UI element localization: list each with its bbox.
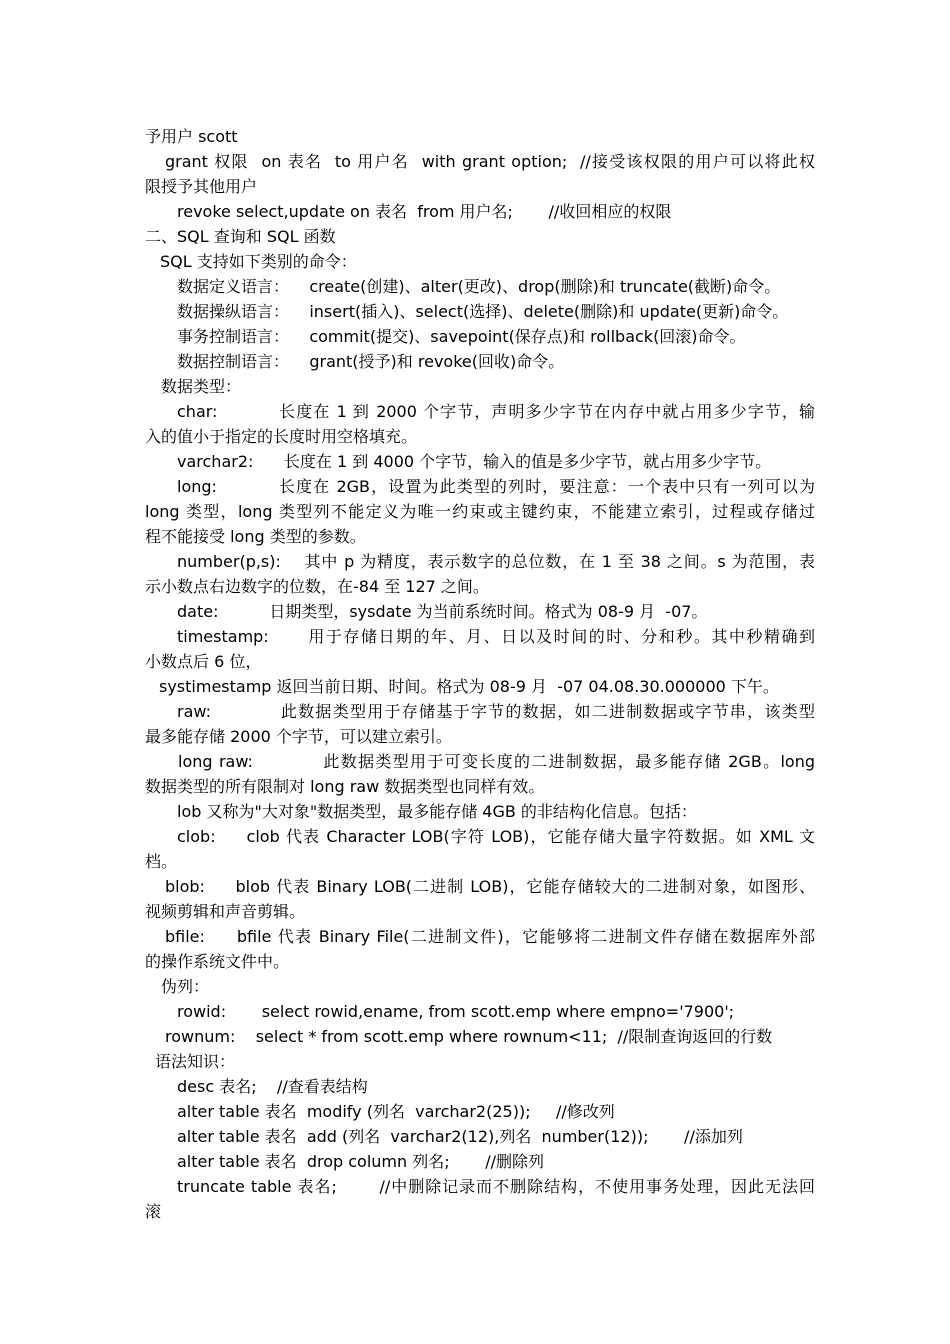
- text-line: rownum: select * from scott.emp where rownum<11; //限制查询返回的行数: [165, 1027, 773, 1046]
- text-line: 的操作系统文件中。: [145, 952, 290, 971]
- text-line: 予用户 scott: [145, 127, 238, 146]
- text-line: 二、SQL 查询和 SQL 函数: [145, 227, 336, 246]
- text-line: 数据操纵语言： insert(插入)、select(选择)、delete(删除)和 update(更新)命令。: [177, 302, 789, 321]
- text-line: 语法知识：: [155, 1052, 236, 1071]
- text-line: bfile: bfile 代表 Binary File(二进制文件)，它能够将二进制文件存储在数据库外部: [165, 927, 815, 946]
- text-line: timestamp: 用于存储日期的年、月、日以及时间的时、分和秒。其中秒精确到: [177, 627, 815, 646]
- text-line: number(p,s): 其中 p 为精度，表示数字的总位数，在 1 至 38 之间。s 为范围，表: [177, 552, 815, 571]
- text-line: varchar2: 长度在 1 到 4000 个字节，输入的值是多少字节，就占用多少字节。: [177, 452, 772, 471]
- text-line: 小数点后 6 位，: [145, 652, 262, 671]
- text-line: alter table 表名 modify (列名 varchar2(25)); //修改列: [177, 1102, 615, 1121]
- text-line: 视频剪辑和声音剪辑。: [145, 902, 306, 921]
- text-line: systimestamp 返回当前日期、时间。格式为 08-9 月 -07 04.08.30.000000 下午。: [159, 677, 779, 696]
- text-line: 最多能存储 2000 个字节，可以建立索引。: [145, 727, 452, 746]
- text-line: 限授予其他用户: [145, 177, 258, 196]
- text-line: clob: clob 代表 Character LOB(字符 LOB)，它能存储大量字符数据。如 XML 文: [177, 827, 815, 846]
- text-line: 档。: [145, 852, 178, 871]
- text-line: revoke select,update on 表名 from 用户名; //收回相应的权限: [177, 202, 672, 221]
- text-line: long 类型，long 类型列不能定义为唯一约束或主键约束，不能建立索引，过程或存储过: [145, 502, 815, 521]
- text-line: long raw: 此数据类型用于可变长度的二进制数据，最多能存储 2GB。long: [178, 752, 815, 771]
- text-line: alter table 表名 add (列名 varchar2(12),列名 number(12)); //添加列: [177, 1127, 743, 1146]
- text-line: rowid: select rowid,ename, from scott.emp where empno='7900';: [177, 1002, 735, 1021]
- text-line: 伪列：: [161, 977, 210, 996]
- text-line: 数据类型：: [161, 377, 242, 396]
- text-line: 示小数点右边数字的位数，在-84 至 127 之间。: [145, 577, 489, 596]
- text-line: blob: blob 代表 Binary LOB(二进制 LOB)，它能存储较大的二进制对象，如图形、: [165, 877, 815, 896]
- text-line: 滚: [145, 1202, 162, 1221]
- text-line: raw: 此数据类型用于存储基于字节的数据，如二进制数据或字节串，该类型: [177, 702, 815, 721]
- text-line: 数据定义语言： create(创建)、alter(更改)、drop(删除)和 truncate(截断)命令。: [177, 277, 781, 296]
- text-line: desc 表名; //查看表结构: [177, 1077, 368, 1096]
- text-line: 事务控制语言： commit(提交)、savepoint(保存点)和 rollback(回滚)命令。: [177, 327, 746, 346]
- text-line: SQL 支持如下类别的命令：: [160, 252, 357, 271]
- text-line: date: 日期类型，sysdate 为当前系统时间。格式为 08-9 月 -07。: [177, 602, 708, 621]
- text-line: 程不能接受 long 类型的参数。: [145, 527, 366, 546]
- text-line: long: 长度在 2GB，设置为此类型的列时，要注意：一个表中只有一列可以为: [177, 477, 815, 496]
- text-line: 数据控制语言： grant(授予)和 revoke(回收)命令。: [177, 352, 565, 371]
- text-line: truncate table 表名; //中删除记录而不删除结构，不使用事务处理，因此无法回: [177, 1177, 815, 1196]
- text-line: 入的值小于指定的长度时用空格填充。: [145, 427, 418, 446]
- text-line: alter table 表名 drop column 列名; //删除列: [177, 1152, 544, 1171]
- text-line: grant 权限 on 表名 to 用户名 with grant option; //接受该权限的用户可以将此权: [165, 152, 815, 171]
- text-line: lob 又称为"大对象"数据类型，最多能存储 4GB 的非结构化信息。包括：: [177, 802, 697, 821]
- text-line: 数据类型的所有限制对 long raw 数据类型也同样有效。: [145, 777, 545, 796]
- text-line: char: 长度在 1 到 2000 个字节，声明多少字节在内存中就占用多少字节，输: [177, 402, 815, 421]
